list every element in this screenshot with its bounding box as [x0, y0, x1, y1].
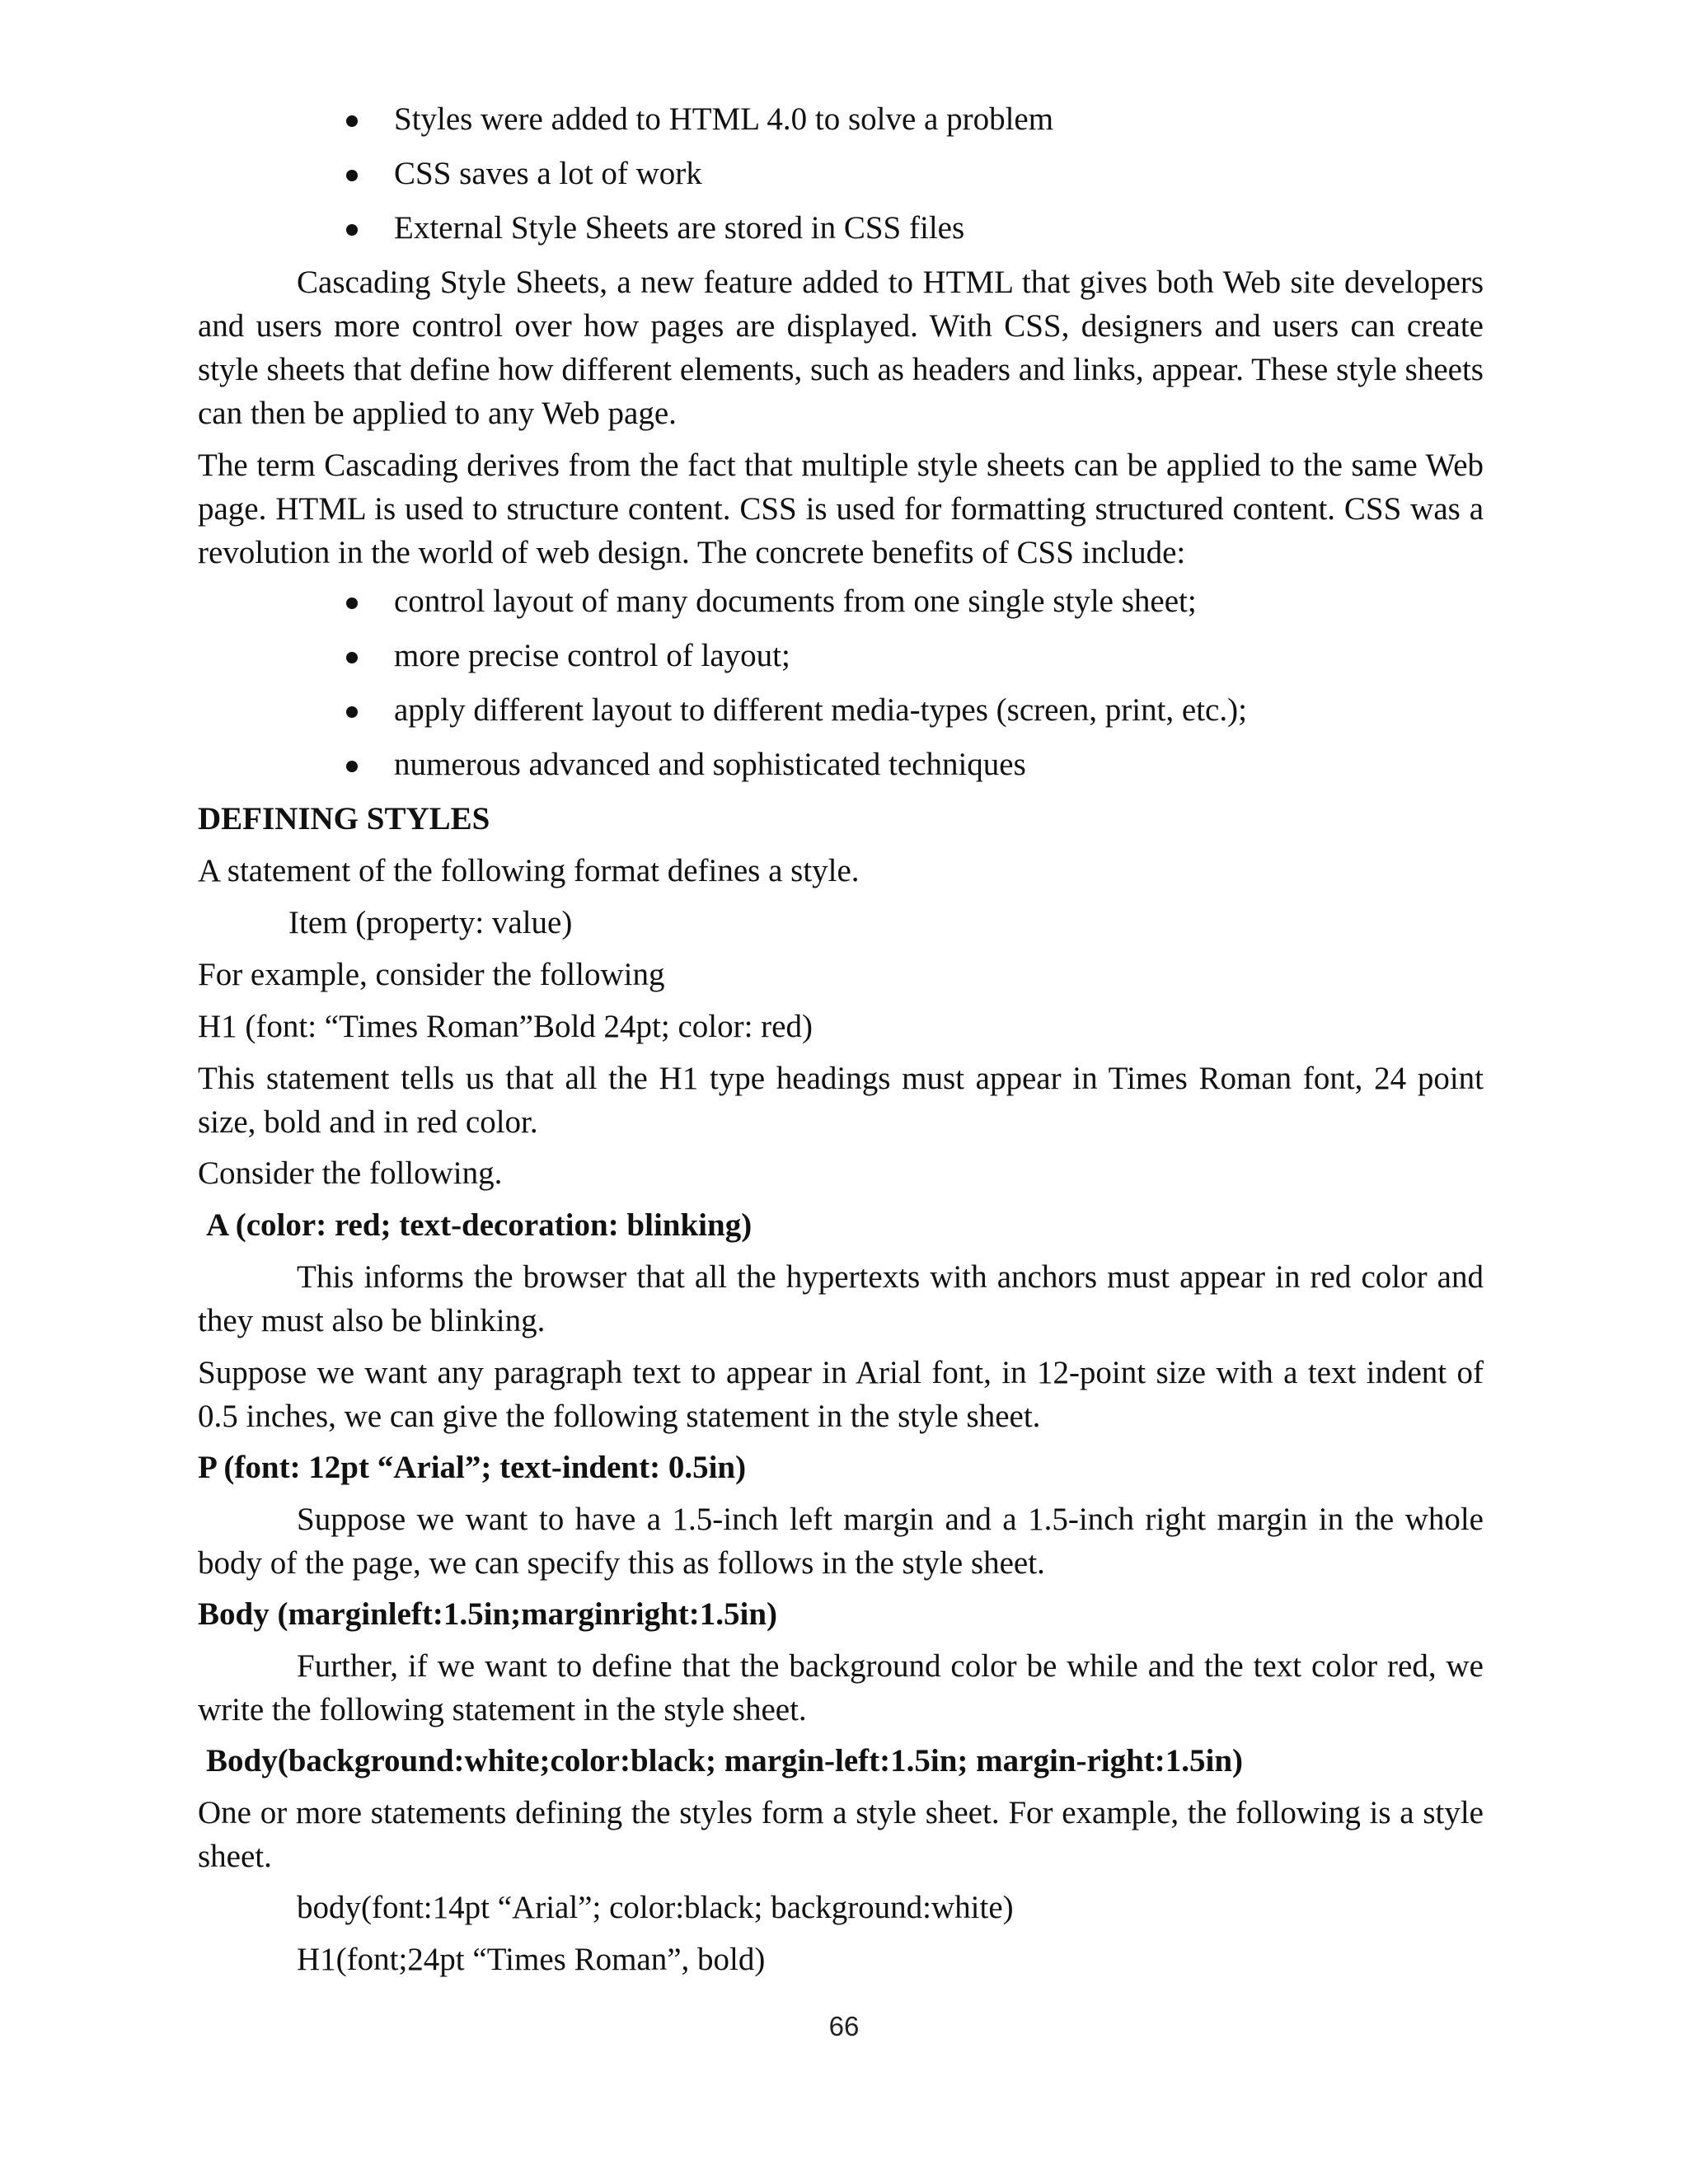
style-sheet-line-1: body(font:14pt “Arial”; color:black; background:white): [297, 1890, 1014, 1925]
bullet-icon: [346, 224, 358, 236]
intro-bullet-list: [198, 97, 1484, 260]
paragraph-css-intro: Cascading Style Sheets, a new feature added to HTML that gives both Web site developers and users more control over how pages are displayed. With CSS, designers and users can create style sheets that define how different elements, such as headers and links, appear. These style sheets can then be applied to any Web page.: [198, 265, 1484, 431]
section-heading: DEFINING STYLES: [198, 801, 490, 837]
list-item: CSS saves a lot of work: [346, 152, 1484, 206]
list-item: more precise control of layout;: [346, 634, 1484, 688]
body-background-example: Body(background:white;color:black; margin-left:1.5in; margin-right:1.5in): [206, 1743, 1244, 1779]
style-sheet-line-2: H1(font;24pt “Times Roman”, bold): [297, 1942, 766, 1977]
background-intro: Further, if we want to define that the background color be while and the text color red, we write the following statement in the style sheet.: [198, 1648, 1484, 1727]
bullet-icon: [346, 761, 358, 772]
h1-explanation: This statement tells us that all the H1 type headings must appear in Times Roman font, 24 point size, bold and in red color.: [198, 1061, 1484, 1140]
page-number: 66: [828, 2011, 860, 2041]
paragraph-style-intro: Suppose we want any paragraph text to appear in Arial font, in 12-point size with a text indent of 0.5 inches, we can give the following statement in the style sheet.: [198, 1355, 1484, 1434]
h1-style-example: H1 (font: “Times Roman”Bold 24pt; color: red): [198, 1009, 813, 1044]
benefits-bullet-list: [198, 579, 1484, 797]
document-page: [198, 97, 1484, 1990]
list-item: numerous advanced and sophisticated techniques: [346, 743, 1484, 797]
anchor-explanation: This informs the browser that all the hypertexts with anchors must appear in red color and they must also be blinking.: [198, 1259, 1484, 1338]
list-item: apply different layout to different media-types (screen, print, etc.);: [346, 688, 1484, 743]
bullet-icon: [346, 652, 358, 663]
bullet-icon: [346, 115, 358, 127]
consider-text: Consider the following.: [198, 1155, 503, 1191]
anchor-style-example: A (color: red; text-decoration: blinking): [206, 1207, 753, 1243]
bullet-icon: [346, 598, 358, 609]
body-margin-example: Body (marginleft:1.5in;marginright:1.5in): [198, 1596, 778, 1632]
bullet-icon: [346, 706, 358, 718]
bullet-icon: [346, 170, 358, 181]
paragraph-cascading-term: The term Cascading derives from the fact that multiple style sheets can be applied to the same Web page. HTML is used to structure content. CSS is used for formatting structured content. CSS was a revolution in the world of web design. The concrete benefits of CSS include:: [198, 448, 1484, 570]
format-example: Item (property: value): [288, 905, 573, 940]
list-item: control layout of many documents from one single style sheet;: [346, 579, 1484, 634]
list-item: Styles were added to HTML 4.0 to solve a problem: [346, 97, 1484, 152]
p-style-example: P (font: 12pt “Arial”; text-indent: 0.5in): [198, 1450, 747, 1485]
style-sheet-intro: One or more statements defining the styles form a style sheet. For example, the following is a style sheet.: [198, 1795, 1484, 1874]
for-example-text: For example, consider the following: [198, 957, 665, 992]
list-item: External Style Sheets are stored in CSS files: [346, 206, 1484, 260]
margin-intro: Suppose we want to have a 1.5-inch left margin and a 1.5-inch right margin in the whole body of the page, we can specify this as follows in the style sheet.: [198, 1502, 1484, 1581]
statement-format-text: A statement of the following format defines a style.: [198, 853, 860, 888]
